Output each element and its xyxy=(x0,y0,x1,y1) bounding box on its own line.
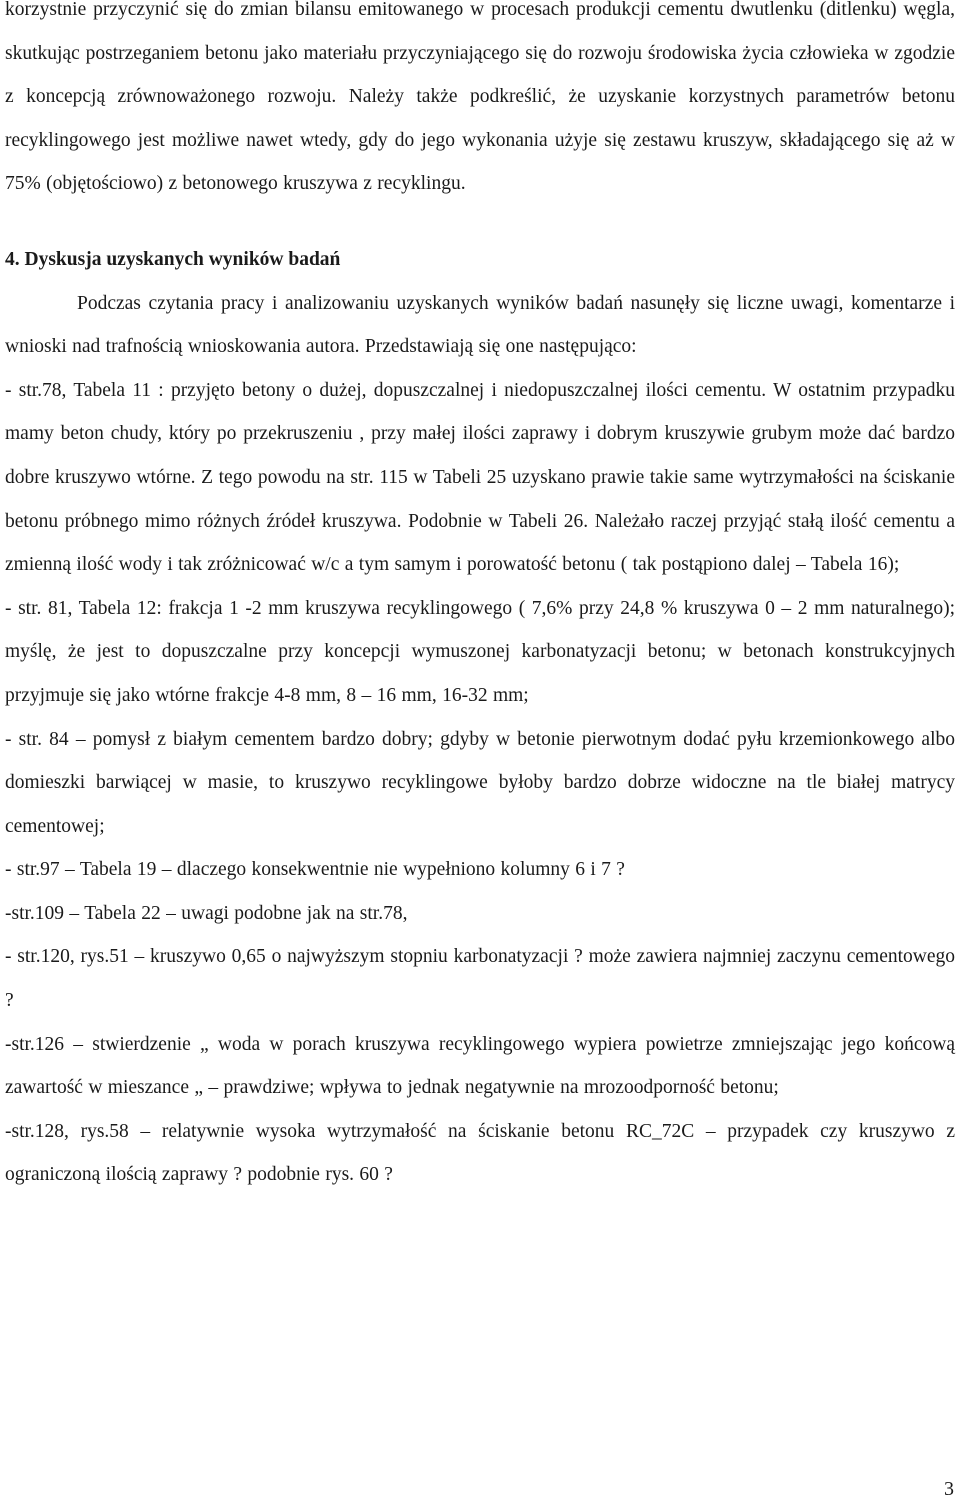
section-intro-paragraph: Podczas czytania pracy i analizowaniu uzyskanych wyników badań nasunęły się liczne uwagi, komentarze i wnioski nad trafnością wnioskowania autora. Przedstawiają się one następująco: xyxy=(5,292,955,358)
remark-paragraph-1: - str.78, Tabela 11 : przyjęto betony o dużej, dopuszczalnej i niedopuszczalnej ilości cementu. W ostatnim przypadku mamy beton chudy, który po przekruszeniu , przy małej ilości zaprawy i dobrym kruszywie grubym może dać bardzo dobre kruszywo wtórne. Z tego powodu na str. 115 w Tabeli 25 uzyskano prawie takie same wytrzymałości na ściskanie betonu próbnego mimo różnych źródeł kruszywa. Podobnie w Tabeli 26. Należało raczej przyjąć stałą ilość cementu a zmienną ilość wody i tak zróżnicować w/c a tym samym i porowatość betonu ( tak postąpiono dalej – Tabela 16); xyxy=(5,379,955,576)
remark-paragraph-8: -str.128, rys.58 – relatywnie wysoka wytrzymałość na ściskanie betonu RC_72C – przypadek czy kruszywo z ograniczoną ilością zaprawy ? podobnie rys. 60 ? xyxy=(5,1120,955,1186)
remark-paragraph-3: - str. 84 – pomysł z białym cementem bardzo dobry; gdyby w betonie pierwotnym dodać pyłu krzemionkowego albo domieszki barwiącej w masie, to kruszywo recyklingowe byłoby bardzo dobrze widoczne na tle białej matrycy cementowej; xyxy=(5,728,955,837)
section-heading: 4. Dyskusja uzyskanych wyników badań xyxy=(5,248,341,270)
page-number: 3 xyxy=(944,1478,954,1500)
remark-paragraph-7: -str.126 – stwierdzenie „ woda w porach kruszywa recyklingowego wypiera powietrze zmniejszając jego końcową zawartość w mieszance „ – prawdziwe; wpływa to jednak negatywnie na mrozoodporność betonu; xyxy=(5,1033,955,1099)
remark-paragraph-6: - str.120, rys.51 – kruszywo 0,65 o najwyższym stopniu karbonatyzacji ? może zawiera najmniej zaczynu cementowego ? xyxy=(5,946,955,1012)
remark-paragraph-5: -str.109 – Tabela 22 – uwagi podobne jak na str.78, xyxy=(5,902,408,924)
remark-paragraph-2: - str. 81, Tabela 12: frakcja 1 -2 mm kruszywa recyklingowego ( 7,6% przy 24,8 % kruszywa 0 – 2 mm naturalnego); myślę, że jest to dopuszczalne przy koncepcji wymuszonej karbonatyzacji betonu; w betonach konstrukcyjnych przyjmuje się jako wtórne frakcje 4-8 mm, 8 – 16 mm, 16-32 mm; xyxy=(5,597,955,706)
remark-paragraph-4: - str.97 – Tabela 19 – dlaczego konsekwentnie nie wypełniono kolumny 6 i 7 ? xyxy=(5,859,625,881)
document-page xyxy=(5,0,955,1197)
intro-paragraph: korzystnie przyczynić się do zmian bilansu emitowanego w procesach produkcji cementu dwutlenku (ditlenku) węgla, skutkując postrzeganiem betonu jako materiału przyczyniającego się do rozwoju środowiska życia człowieka w zgodzie z koncepcją zrównoważonego rozwoju. Należy także podkreślić, że uzyskanie korzystnych parametrów betonu recyklingowego jest możliwe nawet wtedy, gdy do jego wykonania użyje się zestawu kruszyw, składającego się aż w 75% (objętościowo) z betonowego kruszywa z recyklingu. xyxy=(5,0,955,195)
